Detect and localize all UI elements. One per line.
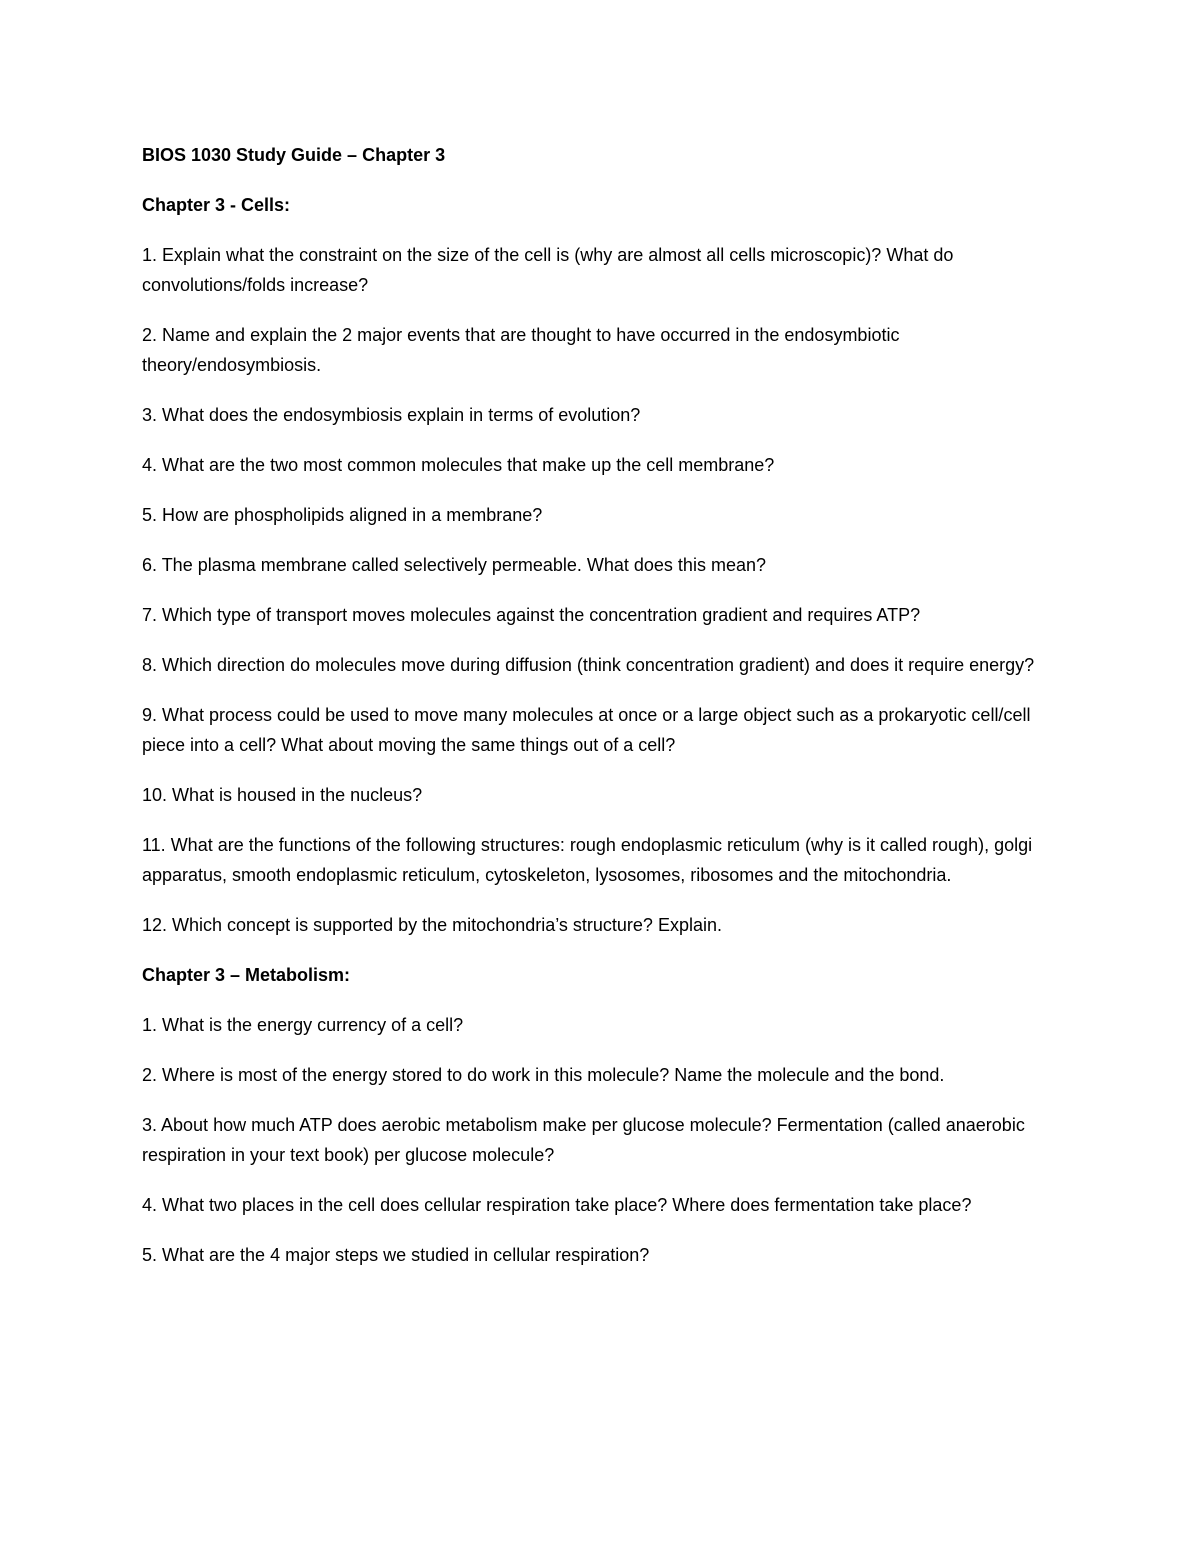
question-item [142,320,1062,380]
question-number: 7. [142,605,158,625]
question-text: What is housed in the nucleus? [167,785,423,805]
question-item [142,500,1062,530]
question-item [142,1240,1062,1270]
question-number: 2. [142,325,158,345]
document-title: BIOS 1030 Study Guide – Chapter 3 [142,145,446,165]
question-text: What does the endosymbiosis explain in terms of evolution? [157,405,641,425]
question-number: 10. [142,785,168,805]
question-number: 1. [142,1015,158,1035]
question-text: Where is most of the energy stored to do work in this molecule? Name the molecule and the bond. [157,1065,945,1085]
question-number: 11. [142,835,166,855]
question-text: Which direction do molecules move during diffusion (think concentration gradient) and does it require energy? [157,655,1035,675]
question-number: 3. [142,405,158,425]
question-text: What are the two most common molecules that make up the cell membrane? [157,455,775,475]
question-item [142,600,1062,630]
question-text: What two places in the cell does cellular respiration take place? Where does fermentation take place? [157,1195,972,1215]
question-text: Explain what the constraint on the size of the cell is (why are almost all cells microscopic)? What do convolutions/folds increase? [142,245,954,295]
question-item [142,1110,1062,1170]
document-page [142,140,1062,1290]
question-item [142,240,1062,300]
question-number: 8. [142,655,158,675]
question-text: Name and explain the 2 major events that are thought to have occurred in the endosymbiotic theory/endosymbiosis. [142,325,900,375]
question-item [142,1060,1062,1090]
question-item [142,400,1062,430]
question-number: 5. [142,1245,158,1265]
question-text: What process could be used to move many molecules at once or a large object such as a prokaryotic cell/cell piece into a cell? What about moving the same things out of a cell? [142,705,1031,755]
question-number: 1. [142,245,158,265]
question-text: What are the functions of the following structures: rough endoplasmic reticulum (why is it called rough), golgi apparatus, smooth endoplasmic reticulum, cytoskeleton, lysosomes, ribosomes and the mitochondria. [142,835,1033,885]
question-item [142,1190,1062,1220]
section-heading-cells: Chapter 3 - Cells: [142,195,291,215]
question-item [142,450,1062,480]
question-text: What are the 4 major steps we studied in cellular respiration? [157,1245,650,1265]
question-item [142,1010,1062,1040]
question-item [142,830,1062,890]
question-text: About how much ATP does aerobic metabolism make per glucose molecule? Fermentation (called anaerobic respiration in your text book) per glucose molecule? [142,1115,1025,1165]
question-text: Which concept is supported by the mitochondria’s structure? Explain. [167,915,722,935]
question-number: 9. [142,705,158,725]
question-item [142,910,1062,940]
question-number: 5. [142,505,158,525]
question-item [142,780,1062,810]
question-number: 6. [142,555,158,575]
question-text: What is the energy currency of a cell? [157,1015,464,1035]
question-number: 12. [142,915,168,935]
question-number: 4. [142,1195,158,1215]
question-item [142,700,1062,760]
question-text: How are phospholipids aligned in a membrane? [157,505,543,525]
question-text: The plasma membrane called selectively permeable. What does this mean? [157,555,766,575]
question-number: 2. [142,1065,158,1085]
question-text: Which type of transport moves molecules against the concentration gradient and requires ATP? [157,605,921,625]
question-item [142,550,1062,580]
section-heading-metabolism: Chapter 3 – Metabolism: [142,965,351,985]
question-number: 3. [142,1115,158,1135]
question-number: 4. [142,455,158,475]
question-item [142,650,1062,680]
